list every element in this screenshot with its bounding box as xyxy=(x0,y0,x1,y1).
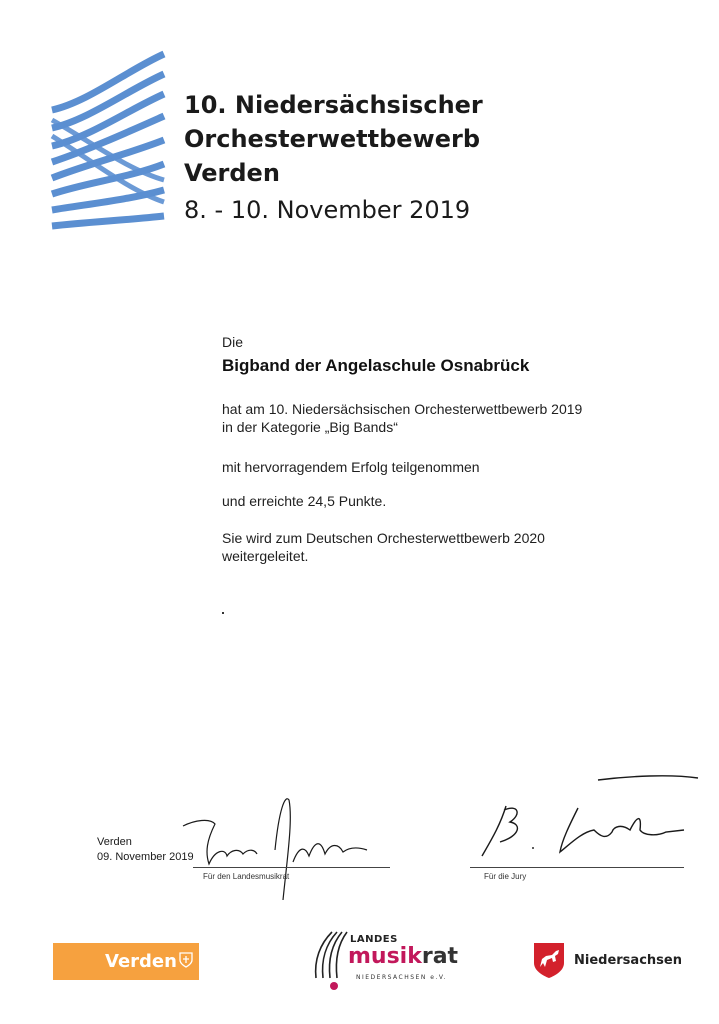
participation-line: hat am 10. Niedersächsischen Orchesterwettbewerb 2019 xyxy=(222,401,583,417)
landesmusikrat-main-text xyxy=(348,944,458,969)
left-signature-line xyxy=(193,867,390,868)
category-line: in der Kategorie „Big Bands“ xyxy=(222,419,398,435)
niedersachsen-logo xyxy=(528,937,688,985)
recipient-name: Bigband der Angelaschule Osnabrück xyxy=(222,356,530,375)
niedersachsen-label: Niedersachsen xyxy=(574,953,682,968)
horse-crest-icon xyxy=(532,941,566,979)
verden-crest-icon xyxy=(179,952,193,968)
signature-date: 09. November 2019 xyxy=(97,851,194,863)
landesmusikrat-arcs-icon xyxy=(306,926,350,996)
landesmusikrat-logo xyxy=(306,926,459,996)
intro-text: Die xyxy=(222,334,244,350)
verden-logo-text: Verden xyxy=(105,951,177,972)
landesmusikrat-musik: musik xyxy=(348,944,422,969)
verden-logo xyxy=(53,943,199,980)
points-line: und erreichte 24,5 Punkte. xyxy=(222,493,387,509)
forwarding-line2: weitergeleitet. xyxy=(222,548,309,564)
jury-signature-icon xyxy=(470,770,700,870)
landesmusikrat-rat: rat xyxy=(421,944,459,969)
competition-dates: 8. - 10. November 2019 xyxy=(184,196,471,224)
right-signature-caption: Für die Jury xyxy=(484,872,527,881)
competition-title-line1: 10. Niedersächsischer xyxy=(184,91,483,119)
left-signature-caption: Für den Landesmusikrat xyxy=(203,872,290,881)
landesmusikrat-signature-icon xyxy=(175,790,395,910)
right-signature-line xyxy=(470,867,684,868)
signature-place: Verden xyxy=(97,836,132,848)
forwarding-line1: Sie wird zum Deutschen Orchesterwettbewerb 2020 xyxy=(222,530,545,546)
competition-title-line3: Verden xyxy=(184,159,280,187)
competition-title-line2: Orchesterwettbewerb xyxy=(184,125,481,153)
landesmusikrat-sub-text: NIEDERSACHSEN e.V. xyxy=(356,974,448,981)
stray-dot xyxy=(222,612,224,614)
landesmusikrat-top-text: LANDES xyxy=(350,934,398,945)
success-line: mit hervorragendem Erfolg teilgenommen xyxy=(222,459,480,475)
competition-logo-icon xyxy=(48,50,168,232)
